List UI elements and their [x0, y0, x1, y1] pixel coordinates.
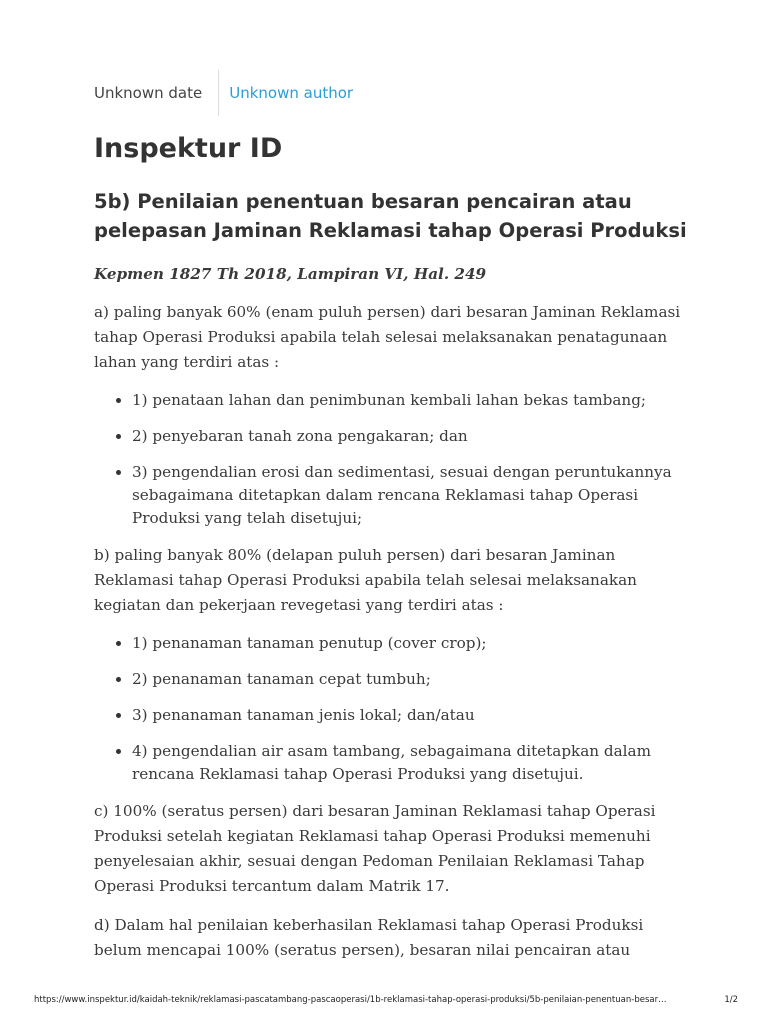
print-footer: [34, 993, 738, 1007]
source-citation: Kepmen 1827 Th 2018, Lampiran VI, Hal. 249: [94, 265, 487, 283]
post-content: [94, 262, 694, 977]
list-item: • 2) penanaman tanaman cepat tumbuh;: [132, 668, 694, 691]
list-item: • 1) penataan lahan dan penimbunan kembali lahan bekas tambang;: [132, 389, 694, 412]
list-item: • 1) penanaman tanaman penutup (cover crop);: [132, 632, 694, 655]
section-c: c) 100% (seratus persen) dari besaran Jaminan Reklamasi tahap Operasi Produksi setelah kegiatan Reklamasi tahap Operasi Produksi memenuhi penyelesaian akhir, sesuai dengan Pedoman Penilaian Reklamasi Tahap Operasi Produksi tercantum dalam Matrik 17.: [94, 802, 656, 895]
section-b-intro: b) paling banyak 80% (delapan puluh persen) dari besaran Jaminan Reklamasi tahap Operasi Produksi apabila telah selesai melaksanakan kegiatan dan pekerjaan revegetasi yang terdiri atas :: [94, 546, 637, 614]
section-d: d) Dalam hal penilaian keberhasilan Reklamasi tahap Operasi Produksi belum mencapai 100% (seratus persen), besaran nilai pencairan atau: [94, 916, 644, 959]
list-item: • 3) pengendalian erosi dan sedimentasi, sesuai dengan peruntukannya sebagaimana ditetapkan dalam rencana Reklamasi tahap Operasi Produksi yang telah disetujui;: [132, 461, 694, 530]
section-a-list: [94, 389, 694, 530]
footer-url: https://www.inspektur.id/kaidah-teknik/reklamasi-pascatambang-pascaoperasi/1b-reklamasi-tahap-operasi-produksi/5b-penilaian-penentuan-besar…: [34, 995, 667, 1005]
post-date: Unknown date: [94, 84, 203, 102]
list-item: • 3) penanaman tanaman jenis lokal; dan/atau: [132, 704, 694, 727]
post-title: 5b) Penilaian penentuan besaran pencairan atau pelepasan Jaminan Reklamasi tahap Operasi Produksi: [94, 190, 687, 242]
footer-page-number: 1/2: [724, 995, 738, 1005]
section-a-intro: a) paling banyak 60% (enam puluh persen) dari besaran Jaminan Reklamasi tahap Operasi Produksi apabila telah selesai melaksanakan penatagunaan lahan yang terdiri atas :: [94, 303, 681, 371]
list-item: • 2) penyebaran tanah zona pengakaran; dan: [132, 425, 694, 448]
post-meta: [94, 70, 353, 116]
section-b-list: [94, 632, 694, 786]
post-author-link[interactable]: Unknown author: [229, 84, 354, 102]
site-title: Inspektur ID: [94, 133, 283, 164]
list-item: • 4) pengendalian air asam tambang, sebagaimana ditetapkan dalam rencana Reklamasi tahap Operasi Produksi yang disetujui.: [132, 740, 694, 786]
